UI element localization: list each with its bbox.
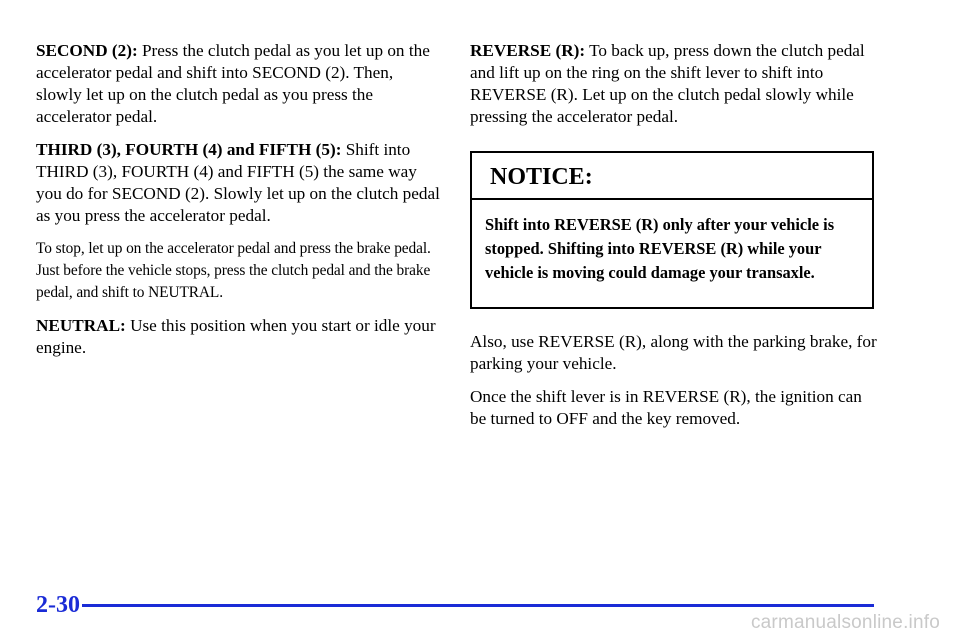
text-ignition: Once the shift lever is in REVERSE (R), the ignition can be turned to OFF and the key removed. [470,387,862,428]
paragraph-ignition [470,386,880,430]
watermark: carmanualsonline.info [750,612,940,633]
label-neutral: NEUTRAL: [36,316,126,335]
left-column [36,40,440,370]
paragraph-stopping [36,238,440,304]
text-reverse: To back up, press down the clutch pedal and lift up on the ring on the shift lever to shift into REVERSE (R). Let up on the clutch pedal slowly while pressing the accelerator pedal. [470,41,865,126]
paragraph-neutral [36,315,440,359]
text-stopping: To stop, let up on the accelerator pedal and press the brake pedal. Just before the vehicle stops, press the clutch pedal and the brake pedal, and shift to NEUTRAL. [36,240,431,301]
text-third-fourth-fifth: Shift into THIRD (3), FOURTH (4) and FIFTH (5) the same way you do for SECOND (2). Slowly let up on the clutch pedal as you press the accelerator pedal. [36,140,440,225]
paragraph-reverse [470,40,880,128]
notice-body: Shift into REVERSE (R) only after your vehicle is stopped. Shifting into REVERSE (R) while your vehicle is moving could damage your transaxle. [485,215,835,282]
notice-box [470,151,874,309]
right-column [470,40,880,441]
paragraph-second-gear [36,40,440,128]
paragraph-third-fourth-fifth [36,139,440,227]
text-second-gear: Press the clutch pedal as you let up on the accelerator pedal and shift into SECOND (2). Then, slowly let up on the clutch pedal as you press the accelerator pedal. [36,41,430,126]
label-reverse: REVERSE (R): [470,41,586,60]
text-neutral: Use this position when you start or idle your engine. [36,316,436,357]
paragraph-parking [470,331,880,375]
label-second-gear: SECOND (2): [36,41,138,60]
footer-rule [82,604,874,607]
page-number: 2-30 [36,592,80,618]
notice-title: NOTICE: [472,153,872,200]
text-parking: Also, use REVERSE (R), along with the parking brake, for parking your vehicle. [470,332,877,373]
label-third-fourth-fifth: THIRD (3), FOURTH (4) and FIFTH (5): [36,140,342,159]
